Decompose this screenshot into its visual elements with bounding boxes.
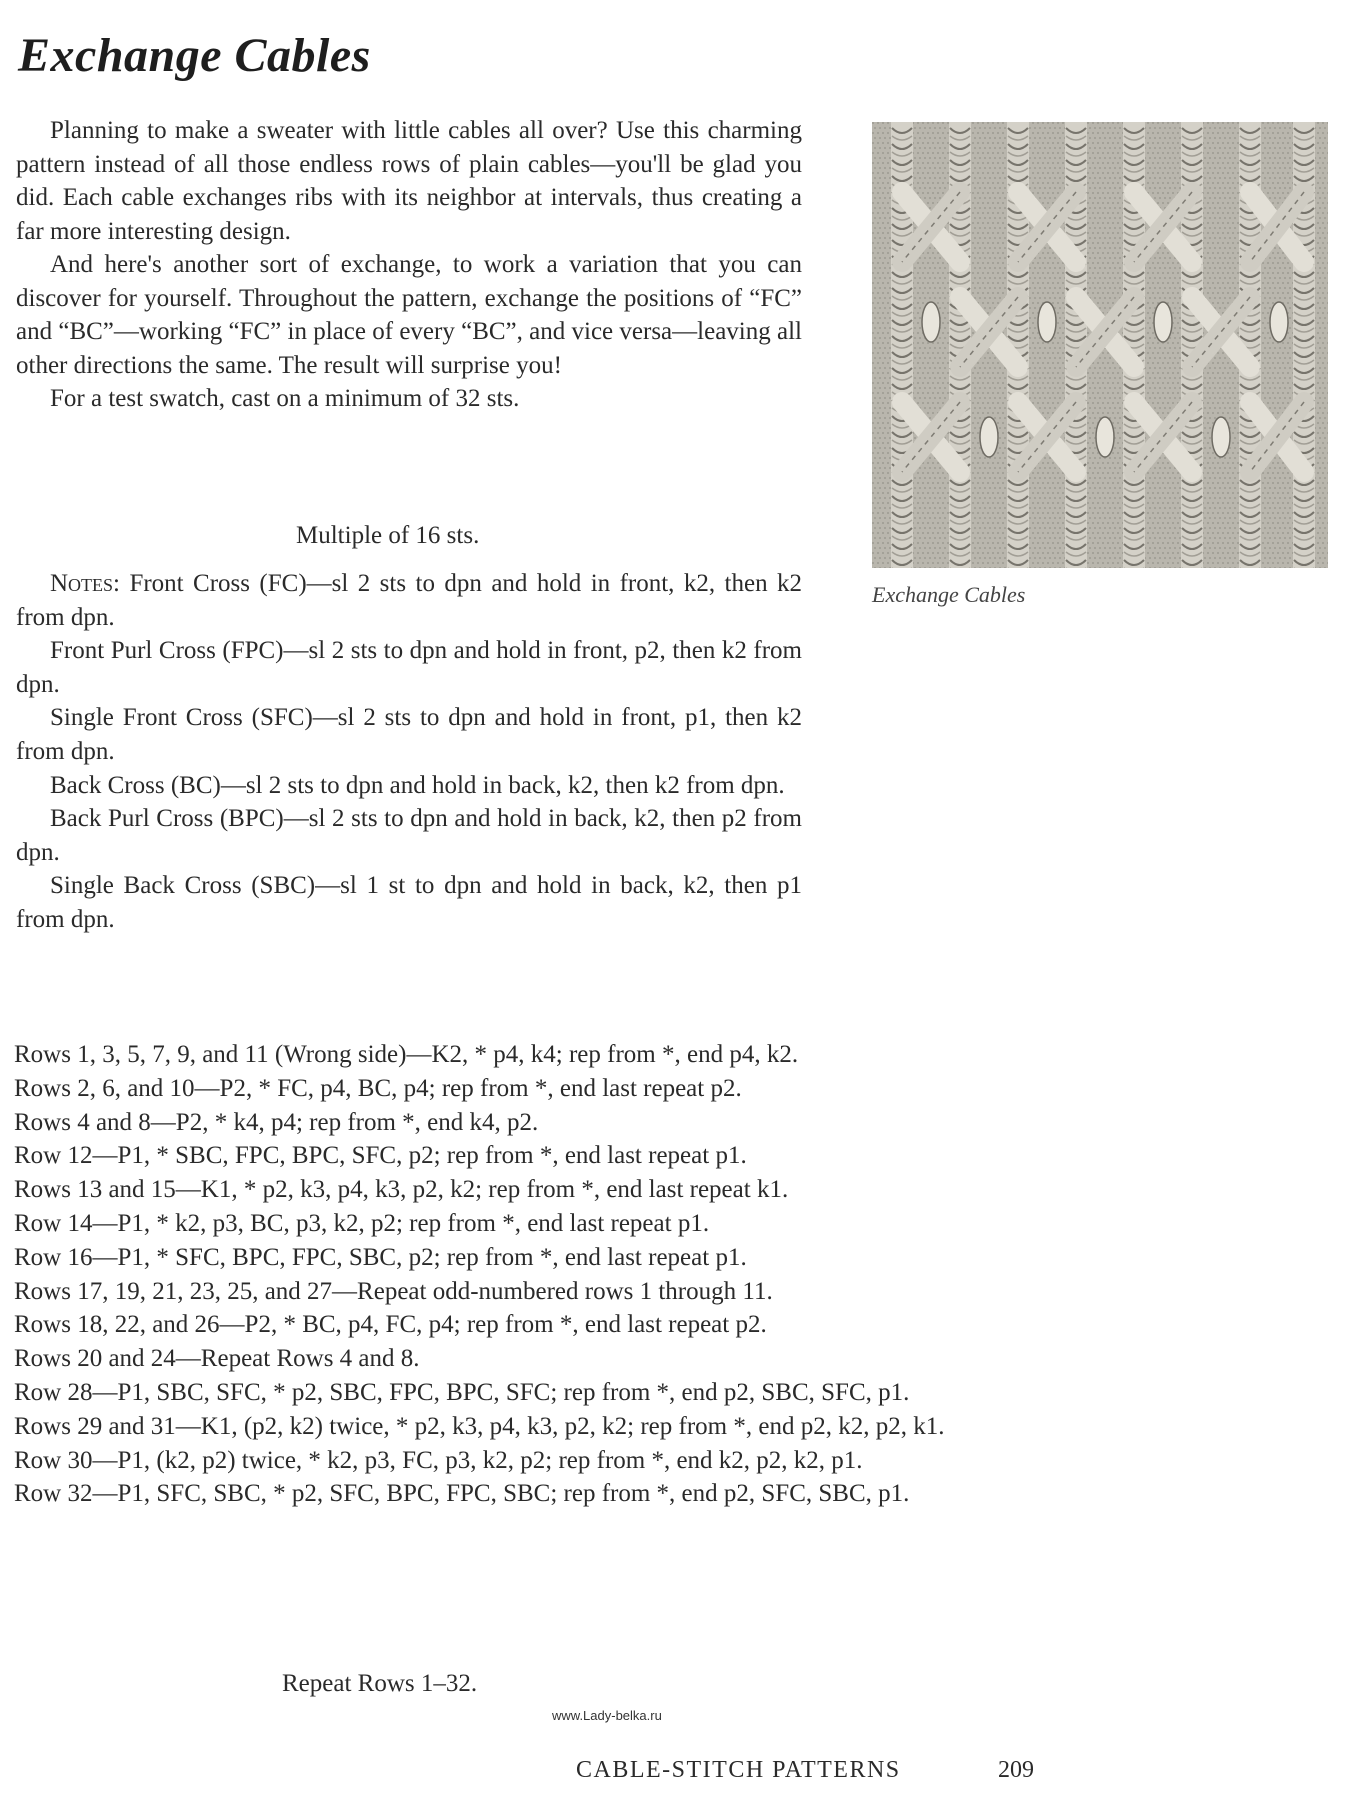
page-number: 209	[998, 1757, 1034, 1783]
footer-section-title: CABLE-STITCH PATTERNS	[576, 1757, 901, 1783]
notes-section	[16, 567, 802, 937]
row-instruction: Row 14—P1, * k2, p3, BC, p3, k2, p2; rep from *, end last repeat p1.	[14, 1209, 710, 1237]
notes-label: Notes:	[50, 570, 120, 597]
intro-paragraph: And here's another sort of exchange, to work a variation that you can discover for yourself. Throughout the pattern, exchange the positions of “FC” and “BC”—working “FC” in place of every “BC”, and vice versa—leaving all other directions the same. The result will surprise you!	[16, 251, 802, 379]
row-instruction: Row 12—P1, * SBC, FPC, BPC, SFC, p2; rep from *, end last repeat p1.	[14, 1142, 747, 1170]
watermark-text: www.Lady-belka.ru	[552, 1708, 662, 1723]
note-item: Single Back Cross (SBC)—sl 1 st to dpn and hold in back, k2, then p1 from dpn.	[16, 872, 802, 933]
note-item: Back Purl Cross (BPC)—sl 2 sts to dpn and hold in back, k2, then p2 from dpn.	[16, 805, 802, 866]
row-instruction: Row 32—P1, SFC, SBC, * p2, SFC, BPC, FPC, SBC; rep from *, end p2, SFC, SBC, p1.	[14, 1480, 910, 1508]
photo-caption: Exchange Cables	[872, 582, 1026, 607]
row-instructions	[14, 1038, 1036, 1511]
row-instruction: Row 30—P1, (k2, p2) twice, * k2, p3, FC, p3, k2, p2; rep from *, end k2, p2, k2, p1.	[14, 1446, 863, 1474]
row-instruction: Row 16—P1, * SFC, BPC, FPC, SBC, p2; rep from *, end last repeat p1.	[14, 1243, 747, 1271]
row-instruction: Rows 2, 6, and 10—P2, * FC, p4, BC, p4; rep from *, end last repeat p2.	[14, 1074, 742, 1102]
swatch-photo	[872, 122, 1328, 568]
intro-text	[16, 114, 802, 416]
stitch-multiple: Multiple of 16 sts.	[296, 522, 480, 549]
row-instruction: Rows 1, 3, 5, 7, 9, and 11 (Wrong side)—K2, * p4, k4; rep from *, end p4, k2.	[14, 1041, 799, 1068]
swatch-illustration	[872, 122, 1328, 568]
note-item	[16, 567, 802, 634]
repeat-instruction: Repeat Rows 1–32.	[282, 1670, 478, 1697]
row-instruction: Rows 18, 22, and 26—P2, * BC, p4, FC, p4; rep from *, end last repeat p2.	[14, 1311, 767, 1339]
row-instruction: Row 28—P1, SBC, SFC, * p2, SBC, FPC, BPC, SFC; rep from *, end p2, SBC, SFC, p1.	[14, 1378, 910, 1406]
intro-paragraph: For a test swatch, cast on a minimum of 32 sts.	[50, 385, 520, 412]
row-instruction: Rows 29 and 31—K1, (p2, k2) twice, * p2, k3, p4, k3, p2, k2; rep from *, end p2, k2, p2, k1.	[14, 1412, 945, 1440]
row-instruction: Rows 4 and 8—P2, * k4, p4; rep from *, end k4, p2.	[14, 1108, 539, 1136]
note-item: Back Cross (BC)—sl 2 sts to dpn and hold in back, k2, then k2 from dpn.	[50, 771, 785, 799]
note-item: Single Front Cross (SFC)—sl 2 sts to dpn and hold in front, p1, then k2 from dpn.	[16, 704, 802, 765]
note-text: Front Cross (FC)—sl 2 sts to dpn and hold in front, k2, then k2 from dpn.	[16, 570, 803, 631]
page-title: Exchange Cables	[18, 29, 371, 82]
intro-paragraph: Planning to make a sweater with little cables all over? Use this charming pattern instead of all those endless rows of plain cables—you'll be glad you did. Each cable exchanges ribs with its neighbor at intervals, thus creating a far more interesting design.	[16, 117, 802, 245]
row-instruction: Rows 13 and 15—K1, * p2, k3, p4, k3, p2, k2; rep from *, end last repeat k1.	[14, 1176, 789, 1204]
row-instruction: Rows 20 and 24—Repeat Rows 4 and 8.	[14, 1345, 420, 1373]
row-instruction: Rows 17, 19, 21, 23, 25, and 27—Repeat odd-numbered rows 1 through 11.	[14, 1277, 773, 1305]
note-item: Front Purl Cross (FPC)—sl 2 sts to dpn and hold in front, p2, then k2 from dpn.	[16, 637, 802, 698]
